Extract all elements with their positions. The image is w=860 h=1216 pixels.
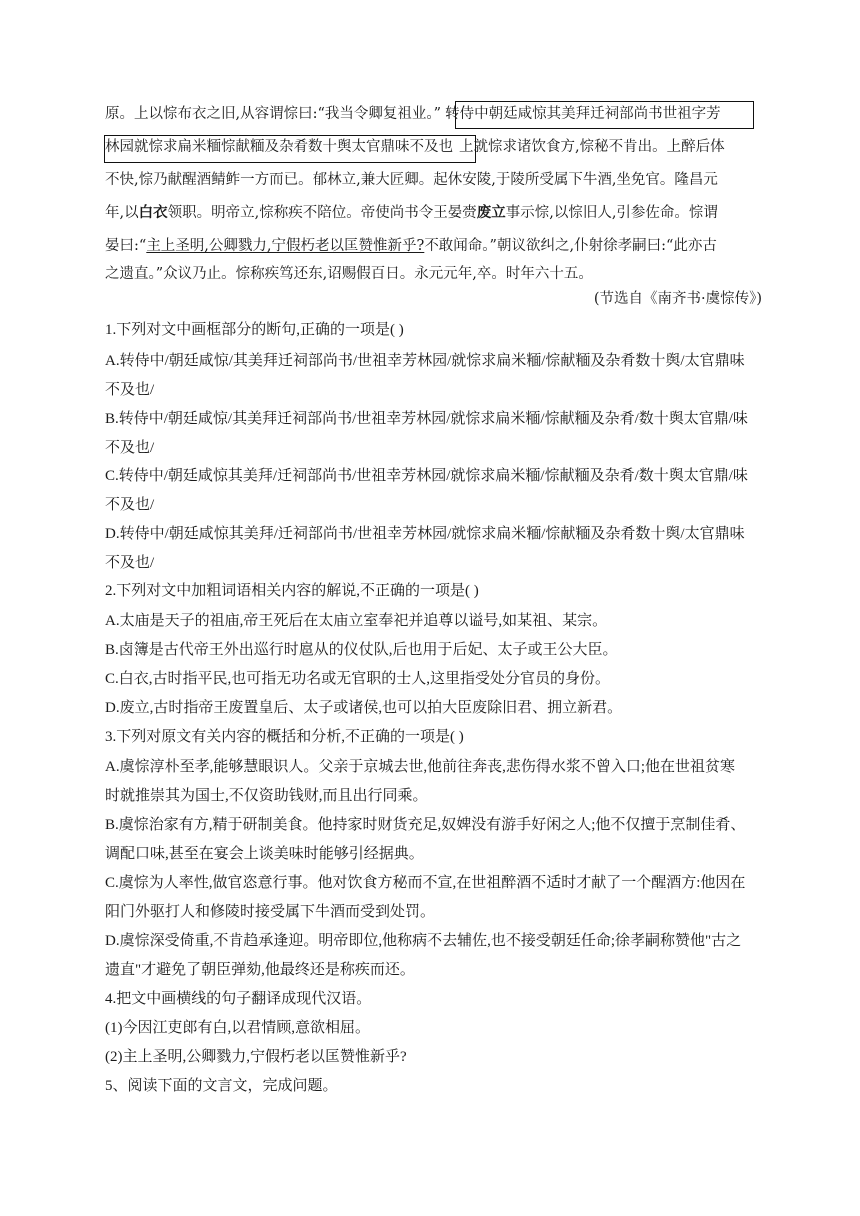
- question-2: 2.下列对文中加粗词语相关内容的解说,不正确的一项是( ): [105, 583, 479, 599]
- passage-text: 原。上以悰布衣之旧,从容谓悰曰:“我当令卿复祖业。”: [105, 106, 442, 122]
- q1-option-a-line2: 不及也/: [105, 382, 155, 398]
- underlined-sentence: 主上圣明,公卿戮力,宁假朽老以匡赞惟新乎?: [146, 238, 425, 254]
- boxed-text: 林园就悰求扁米糆悰献糆及杂肴数十舆太官鼎味不及也: [105, 139, 453, 155]
- q3-option-a-line1: A.虞悰淳朴至孝,能够慧眼识人。父亲于京城去世,他前往奔丧,悲伤得水浆不曾入口;他在世祖贫寒: [105, 759, 736, 775]
- q1-option-b-line2: 不及也/: [105, 440, 155, 456]
- q2-option-d: D.废立,古时指帝王废置皇后、太子或诸侯,也可以拍大臣废除旧君、拥立新君。: [105, 700, 623, 716]
- q3-option-b-line1: B.虞悰治家有方,精于研制美食。他持家时财货充足,奴婢没有游手好闲之人;他不仅擅于烹制佳肴、: [105, 817, 746, 833]
- q2-option-c: C.白衣,古时指平民,也可指无功名或无官职的士人,这里指受处分官员的身份。: [105, 671, 611, 687]
- passage-line-2: [105, 137, 765, 157]
- passage-text: 上就悰求诸饮食方,悰秘不肯出。上醉后体: [459, 139, 725, 155]
- passage-text: 不敢闻命。”朝议欲纠之,仆射徐孝嗣曰:“此亦古: [424, 238, 717, 254]
- q1-option-b-line1: B.转侍中/朝廷咸惊/其美拜迁祠部尚书/世祖幸芳林园/就悰求扁米糆/悰献糆及杂肴/数十舆太官鼎/味: [105, 411, 748, 427]
- q3-option-c-line2: 阳门外驱打人和修陵时接受属下牛酒而受到处罚。: [105, 904, 436, 920]
- q3-option-c-line1: C.虞悰为人率性,做官恣意行事。他对饮食方秘而不宣,在世祖醉酒不适时才献了一个醒酒方:他因在: [105, 875, 746, 891]
- q1-option-c-line2: 不及也/: [105, 497, 155, 513]
- passage-text: 领职。明帝立,悰称疾不陪位。帝使尚书令王晏赍: [167, 205, 477, 221]
- question-5: 5、阅读下面的文言文，完成问题。: [105, 1078, 338, 1094]
- q4-item-2: (2)主上圣明,公卿戮力,宁假朽老以匡赞惟新乎?: [105, 1049, 407, 1065]
- bold-term: 白衣: [138, 204, 168, 221]
- passage-line-3: 不快,悰乃献醒酒鲭鲊一方而已。郁林立,兼大匠卿。起休安陵,于陵所受属下牛酒,坐免官。隆昌元: [105, 172, 718, 188]
- q1-option-c-line1: C.转侍中/朝廷咸惊其美拜/迁祠部尚书/世祖幸芳林园/就悰求扁米糆/悰献糆及杂肴/数十舆太官鼎/味: [105, 468, 748, 484]
- question-1: 1.下列对文中画框部分的断句,正确的一项是( ): [105, 322, 404, 338]
- q1-option-d-line1: D.转侍中/朝廷咸惊其美拜/迁祠部尚书/世祖幸芳林园/就悰求扁米糆/悰献糆及杂肴数十舆/太官鼎味: [105, 526, 745, 542]
- q2-option-a: A.太庙是天子的祖庙,帝王死后在太庙立室奉祀并追尊以谥号,如某祖、某宗。: [105, 613, 608, 629]
- q3-option-b-line2: 调配口味,甚至在宴会上谈美味时能够引经据典。: [105, 846, 424, 862]
- q2-option-b: B.卤簿是古代帝王外出巡行时扈从的仪仗队,后也用于后妃、太子或王公大臣。: [105, 642, 618, 658]
- passage-text: 事示悰,以悰旧人,引参佐命。悰谓: [505, 205, 718, 221]
- q3-option-d-line1: D.虞悰深受倚重,不肯趋承逢迎。明帝即位,他称病不去辅佐,也不接受朝廷任命;徐孝嗣称赞他"古之: [105, 933, 742, 949]
- q3-option-d-line2: 遗直"才避免了朝臣弹劾,他最终还是称疾而还。: [105, 962, 415, 978]
- passage-text: 年,以: [105, 205, 139, 221]
- q1-option-a-line1: A.转侍中/朝廷咸惊/其美拜迁祠部尚书/世祖幸芳林园/就悰求扁米糆/悰献糆及杂肴数十舆/太官鼎味: [105, 353, 745, 369]
- source-citation: (节选自《南齐书·虞悰传》): [593, 291, 762, 307]
- passage-line-4: [105, 203, 765, 223]
- q3-option-a-line2: 时就推崇其为国士,不仅资助钱财,而且出行同乘。: [105, 788, 428, 804]
- passage-text: 晏曰:“: [105, 238, 147, 254]
- passage-line-1: [105, 104, 765, 124]
- q4-item-1: (1)今因江吏郎有白,以君情顾,意欲相屈。: [105, 1020, 370, 1036]
- question-4: 4.把文中画横线的句子翻译成现代汉语。: [105, 991, 372, 1007]
- bold-term: 废立: [476, 204, 506, 221]
- passage-line-6: 之遗直。”众议乃止。悰称疾笃还东,诏赐假百日。永元元年,卒。时年六十五。: [105, 266, 593, 282]
- passage-line-5: [105, 236, 765, 256]
- boxed-text: 转侍中朝廷咸惊其美拜迁祠部尚书世祖字芳: [445, 106, 721, 122]
- q1-option-d-line2: 不及也/: [105, 555, 155, 571]
- question-3: 3.下列对原文有关内容的概括和分析,不正确的一项是( ): [105, 729, 464, 745]
